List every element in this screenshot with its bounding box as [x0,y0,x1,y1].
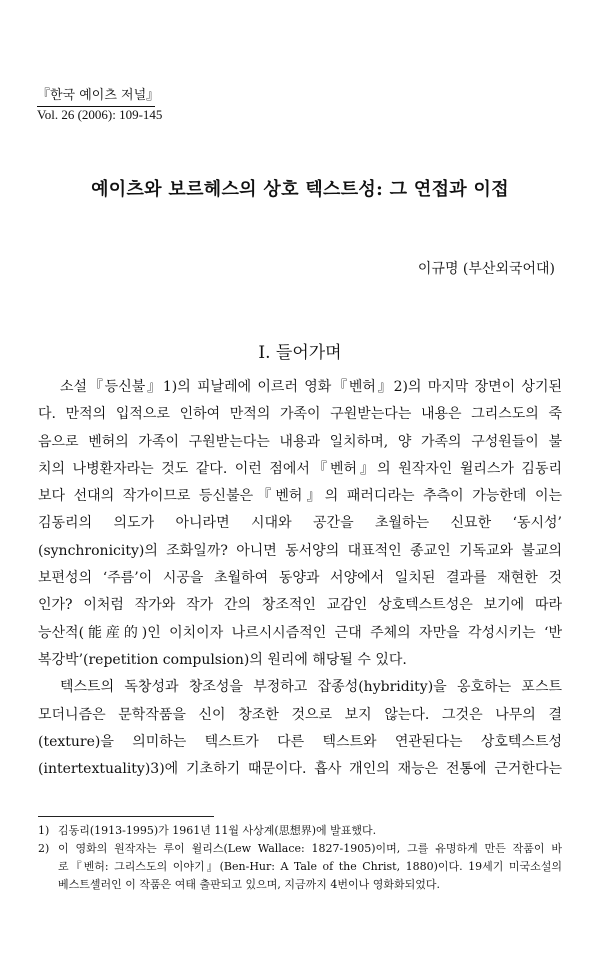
paragraph-1 [38,374,562,674]
footnote-line: 베스트셀러인 이 작품은 여태 출판되고 있으며, 지금까지 4번이나 영화화되었다. [58,878,440,891]
footnote-1 [38,822,562,840]
text-line: 음으로 벤허의 가족이 구원받는다는 내용과 일치하며, 양 가족의 구성원들이 불 [38,433,562,450]
volume-info: Vol. 26 (2006): 109-145 [37,107,163,122]
footnote-line: 로『벤허: 그리스도의 이야기』(Ben-Hur: A Tale of the Christ, 1880)이다. 19세기 미국소설의 [58,860,562,873]
text-line: (synchronicity)의 조화일까? 아니면 동서양의 대표적인 종교인 기독교와 불교의 [38,542,562,559]
text-line: 김동리의 의도가 아니라면 시대와 공간을 초월하는 신묘한 ‘동시성’ [38,515,562,532]
footnote-2 [38,840,562,894]
journal-name: 『한국 예이츠 저널』 [37,88,160,103]
text-line: 치의 나병환자라는 것도 같다. 이런 점에서『벤허』의 원작자인 윌리스가 김동리 [38,460,562,477]
footnote-number: 1) [38,824,50,837]
article-title: 예이츠와 보르헤스의 상호 텍스트성: 그 연접과 이접 [91,179,509,200]
text-line: 능산적(能産的)인 이치이자 나르시시즘적인 근대 주체의 자만을 각성시키는 ‘반 [38,624,562,641]
footnote-line: 이 영화의 원작자는 루이 윌리스(Lew Wallace: 1827-1905)이며, 그를 유명하게 만든 작품이 바 [58,842,562,855]
footnote-number: 2) [38,842,50,855]
paragraph-2 [38,674,562,783]
footnote-line: 김동리(1913-1995)가 1961년 11월 사상계(思想界)에 발표했다. [58,824,377,837]
text-line: 모더니즘은 문학작품을 신이 창조한 것으로 보지 않는다. 그것은 나무의 결 [38,706,562,723]
text-line: 복강박’(repetition compulsion)의 원리에 해당될 수 있다. [38,651,407,668]
text-line: 보다 선대의 작가이므로 등신불은『벤허』의 패러디라는 추측이 가능한데 이는 [38,488,562,505]
section-heading: I. 들어가며 [258,343,342,363]
text-line: (intertextuality)3)에 기초하기 때문이다. 흡사 개인의 재능은 전통에 근거한다는 [38,761,562,778]
text-line: 텍스트의 독창성과 창조성을 부정하고 잡종성(hybridity)을 옹호하는 포스트 [60,679,562,696]
text-line: 다. 만적의 입적으로 인하여 만적의 가족이 구원받는다는 내용은 그리스도의 죽 [38,406,562,423]
body-text [38,374,562,783]
text-line: (texture)을 의미하는 텍스트가 다른 텍스트와 연관된다는 상호텍스트성 [38,733,562,750]
text-line: 인가? 이처럼 작가와 작가 간의 창조적인 교감인 상호텍스트성은 보기에 따라 [38,597,562,614]
footnote-separator [38,816,214,817]
text-line: 보편성의 ‘주름’이 시공을 초월하여 동양과 서양에서 일치된 결과를 재현한 것 [38,570,562,587]
footnotes [38,822,562,894]
text-line: 소설『등신불』1)의 피날레에 이르러 영화『벤허』2)의 마지막 장면이 상기된 [60,379,562,395]
author-affiliation: 이규명 (부산외국어대) [417,261,555,277]
